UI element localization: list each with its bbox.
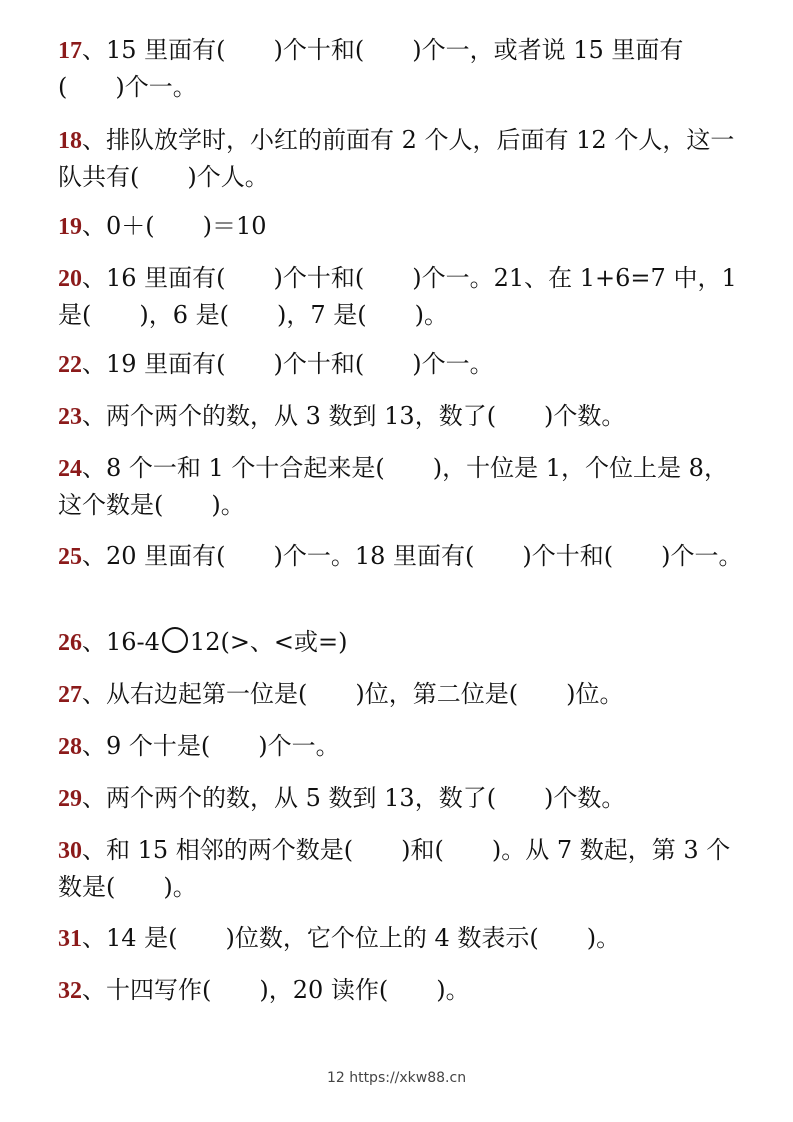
page-footer: 12 https://xkw88.cn bbox=[326, 1070, 467, 1086]
question-29 bbox=[58, 780, 748, 817]
question-28 bbox=[58, 728, 748, 765]
question-number: 18 bbox=[58, 128, 82, 154]
question-30 bbox=[58, 832, 748, 905]
question-number: 23 bbox=[58, 404, 82, 430]
question-26 bbox=[58, 624, 748, 661]
question-text: 、两个两个的数，从 3 数到 13，数了( )个数。 bbox=[82, 402, 626, 430]
question-22 bbox=[58, 346, 748, 383]
question-number: 31 bbox=[58, 926, 82, 952]
question-25 bbox=[58, 538, 748, 575]
question-text: 、和 15 相邻的两个数是( )和( )。从 7 数起，第 3 个数是( )。 bbox=[58, 836, 731, 901]
question-text: 、0＋( )＝10 bbox=[82, 212, 267, 240]
question-number: 26 bbox=[58, 630, 82, 656]
circle-icon[interactable] bbox=[162, 627, 188, 653]
question-27 bbox=[58, 676, 748, 713]
question-number: 27 bbox=[58, 682, 82, 708]
question-text: 、8 个一和 1 个十合起来是( )，十位是 1，个位上是 8，这个数是( )。 bbox=[58, 454, 728, 519]
question-number: 20 bbox=[58, 266, 82, 292]
question-text: 、14 是( )位数，它个位上的 4 数表示( )。 bbox=[82, 924, 621, 952]
question-number: 17 bbox=[58, 38, 82, 64]
question-number: 19 bbox=[58, 214, 82, 240]
question-text: 、20 里面有( )个一。18 里面有( )个十和( )个一。 bbox=[82, 542, 743, 570]
question-number: 22 bbox=[58, 352, 82, 378]
question-23 bbox=[58, 398, 748, 435]
question-20 bbox=[58, 260, 748, 333]
question-text: 、19 里面有( )个十和( )个一。 bbox=[82, 350, 494, 378]
question-31 bbox=[58, 920, 748, 957]
question-text: 、排队放学时，小红的前面有 2 个人，后面有 12 个人，这一队共有( )个人。 bbox=[58, 126, 735, 191]
question-text: 、16 里面有( )个十和( )个一。21、在 1+6=7 中，1 是( )，6 是( )，7 是( )。 bbox=[58, 264, 745, 329]
question-number: 30 bbox=[58, 838, 82, 864]
question-24 bbox=[58, 450, 748, 523]
question-number: 29 bbox=[58, 786, 82, 812]
question-text: 、从右边起第一位是( )位，第二位是( )位。 bbox=[82, 680, 624, 708]
question-19 bbox=[58, 208, 748, 245]
question-number: 24 bbox=[58, 456, 82, 482]
question-text: 、十四写作( )，20 读作( )。 bbox=[82, 976, 470, 1004]
question-text-after: 12(>、<或=) bbox=[189, 628, 348, 656]
question-17 bbox=[58, 32, 748, 105]
question-text-before: 、16-4 bbox=[82, 628, 160, 656]
question-number: 32 bbox=[58, 978, 82, 1004]
question-text: 、9 个十是( )个一。 bbox=[82, 732, 340, 760]
question-number: 28 bbox=[58, 734, 82, 760]
question-18 bbox=[58, 122, 748, 195]
question-32 bbox=[58, 972, 748, 1009]
question-text: 、两个两个的数，从 5 数到 13，数了( )个数。 bbox=[82, 784, 626, 812]
question-number: 25 bbox=[58, 544, 82, 570]
question-text: 、15 里面有( )个十和( )个一，或者说 15 里面有( )个一。 bbox=[58, 36, 684, 101]
